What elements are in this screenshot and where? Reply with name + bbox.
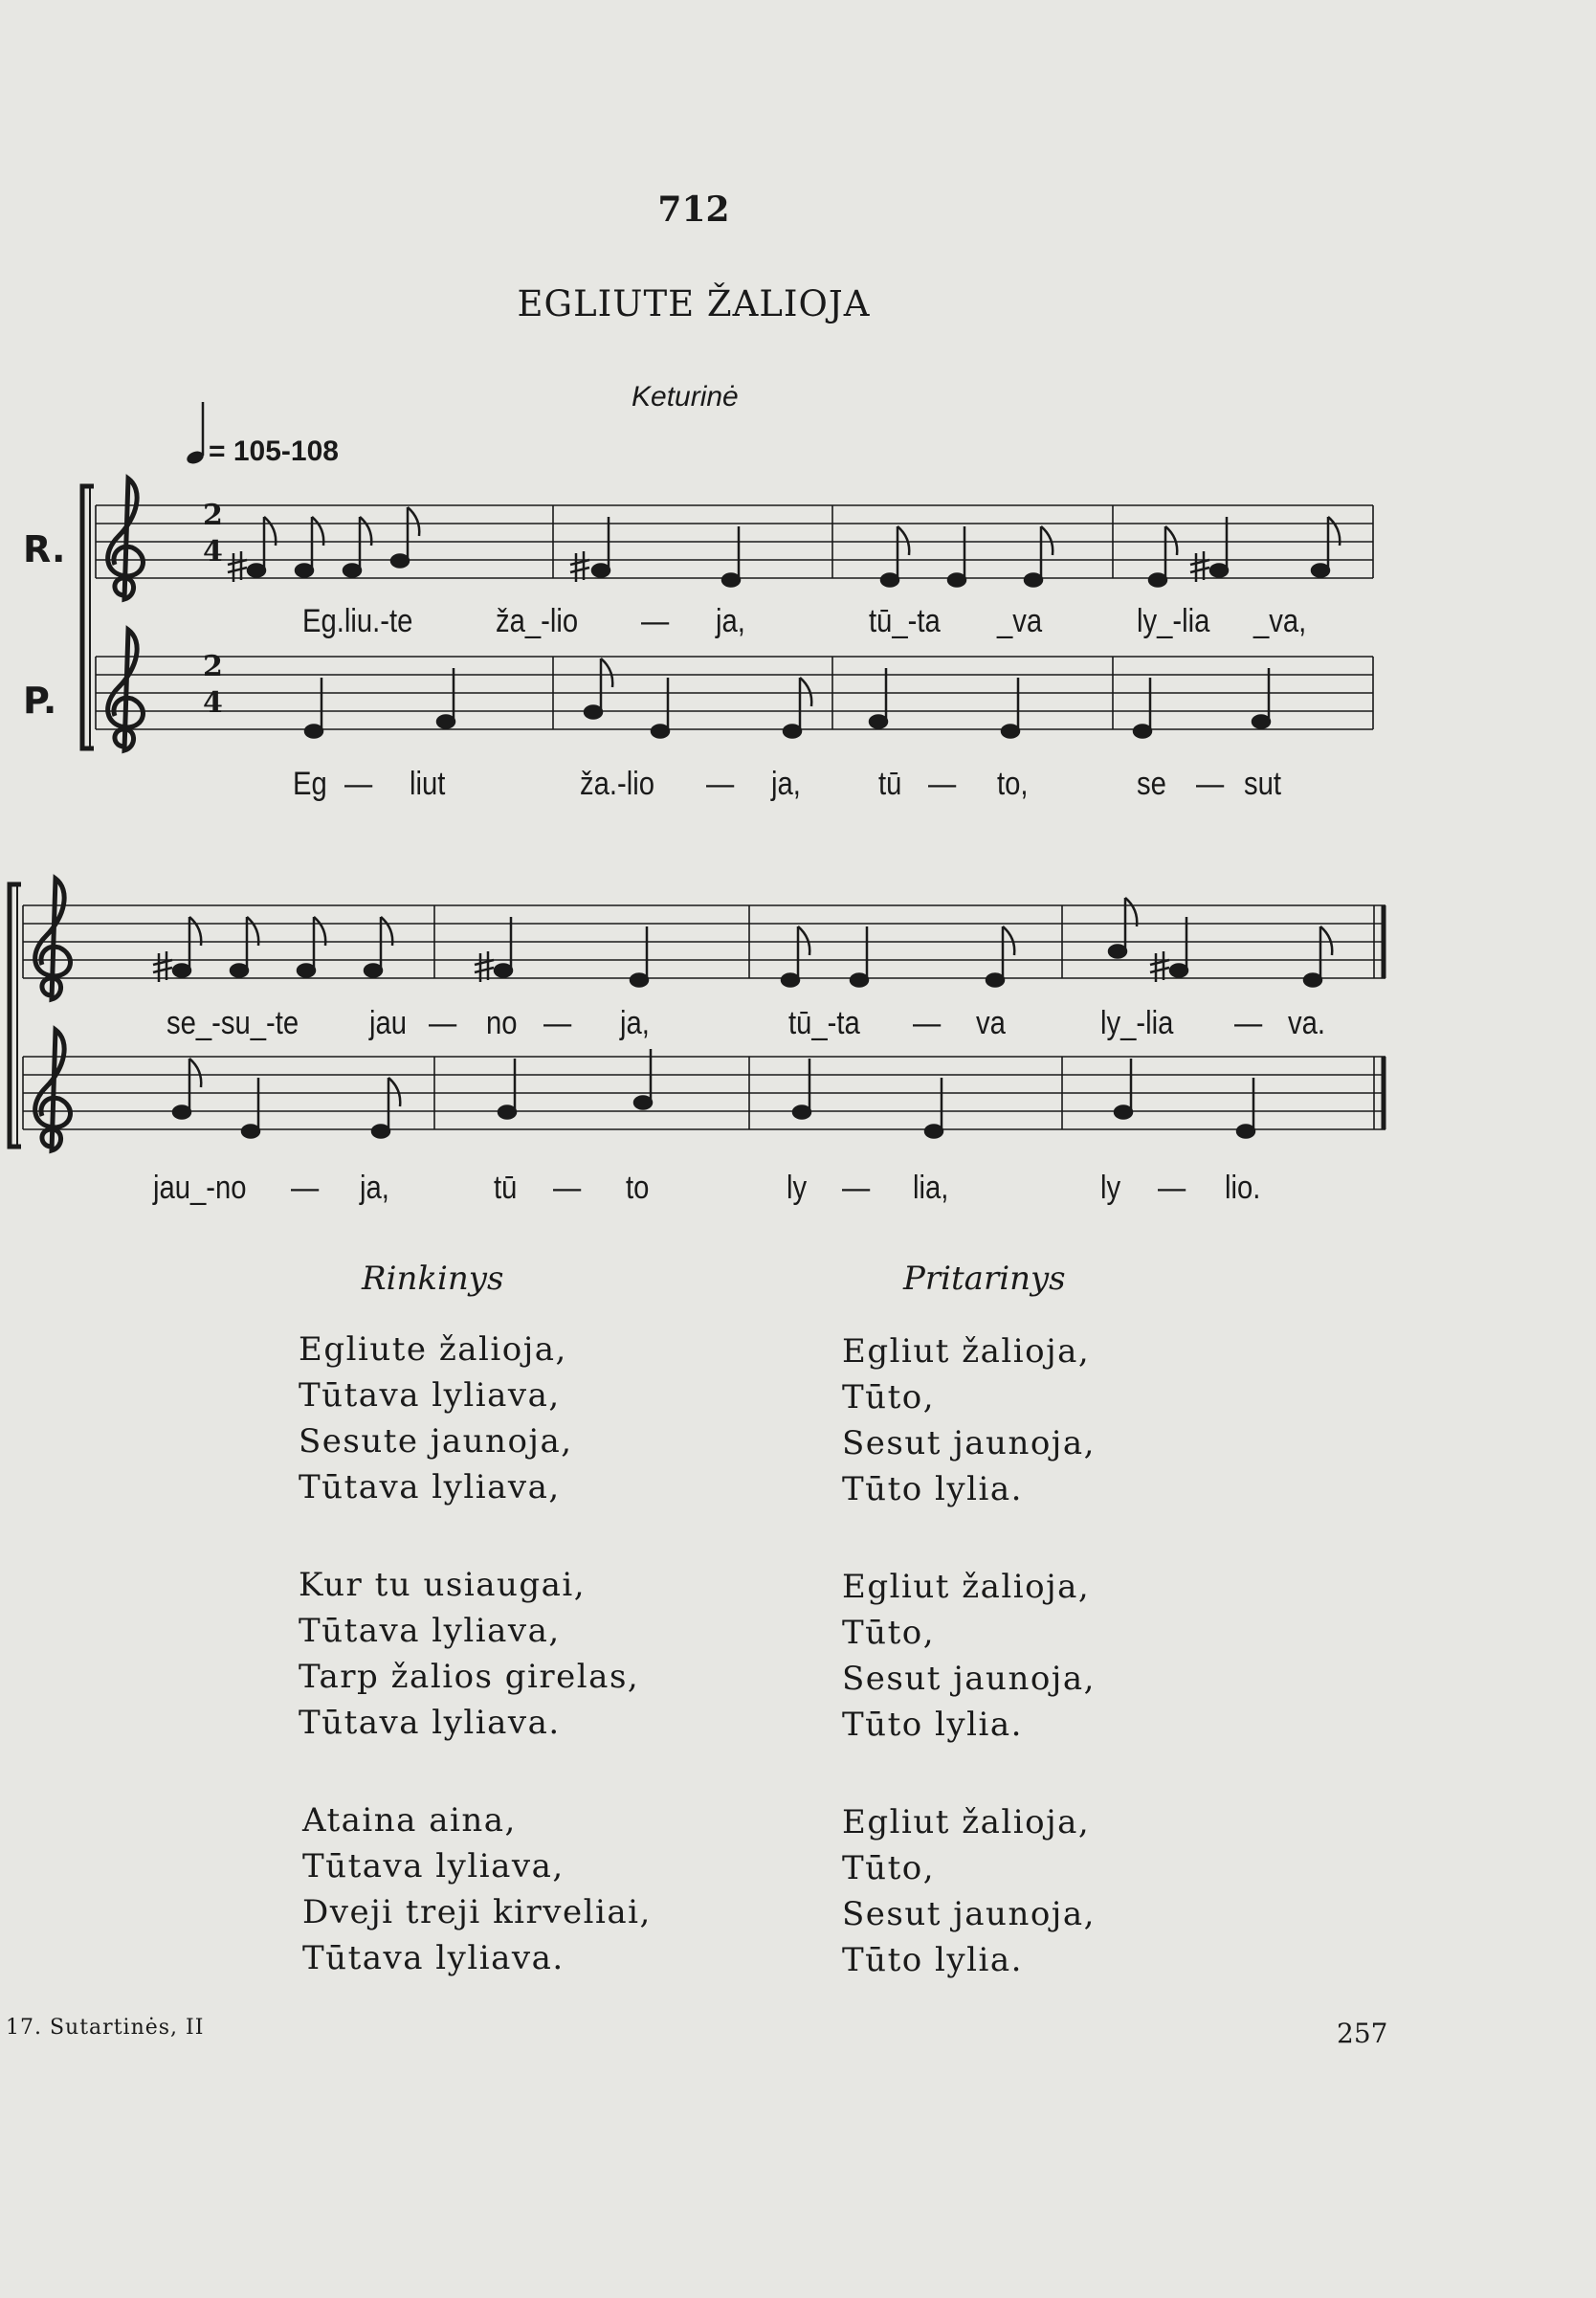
lyric: — <box>928 766 957 802</box>
footer-page-number: 257 <box>1337 2018 1388 2049</box>
treble-clef-icon <box>35 879 71 999</box>
stanza-left-3: Ataina aina, Tūtava lyliava, Dveji treji kirveliai, Tūtava lyliava. <box>302 1801 652 1977</box>
time-signature-r: 2 4 <box>203 499 223 569</box>
lyric: — <box>706 766 735 802</box>
stanza-right-1: Egliut žalioja, Tūto, Sesut jaunoja, Tūto lylia. <box>842 1332 1096 1508</box>
lyric: — <box>429 1005 457 1041</box>
lyric: — <box>291 1170 320 1206</box>
left-column-heading: Rinkinys <box>362 1260 504 1298</box>
right-column-heading: Pritarinys <box>903 1260 1066 1298</box>
lyric: — <box>553 1170 582 1206</box>
stanza-left-1: Egliute žalioja, Tūtava lyliava, Sesute jaunoja, Tūtava lyliava, <box>299 1330 573 1506</box>
lyric: no <box>486 1005 518 1041</box>
lyric: to <box>626 1170 650 1206</box>
tempo-mark: = 105-108 <box>209 435 339 467</box>
lyric: Eg <box>293 766 327 802</box>
lyric: va <box>976 1005 1006 1041</box>
voice-label-r: R. <box>23 528 66 570</box>
lyric: tū <box>494 1170 518 1206</box>
lyric: va. <box>1288 1005 1326 1041</box>
voice-label-p: P. <box>23 680 57 722</box>
lyric: _va, <box>1253 603 1307 639</box>
system2-bracket <box>10 884 21 1147</box>
lyric: tū_-ta <box>869 603 941 639</box>
notes-r-1 <box>248 507 1340 587</box>
stanza-right-2: Egliut žalioja, Tūto, Sesut jaunoja, Tūto lylia. <box>842 1568 1096 1744</box>
lyric: jau <box>369 1005 408 1041</box>
lyric: ly <box>1100 1170 1121 1206</box>
treble-clef-icon <box>108 630 144 750</box>
system1-bracket <box>82 486 94 748</box>
lyric: — <box>543 1005 572 1041</box>
staff-p-2 <box>23 1057 1385 1129</box>
treble-clef-icon <box>35 1030 71 1150</box>
lyric: lia, <box>913 1170 949 1206</box>
song-title: EGLIUTE ŽALIOJA <box>517 283 871 324</box>
lyric: — <box>344 766 373 802</box>
lyric: ja, <box>716 603 745 639</box>
lyric: ly <box>787 1170 808 1206</box>
lyric: — <box>1234 1005 1263 1041</box>
lyric: lio. <box>1225 1170 1261 1206</box>
lyric: tū <box>878 766 902 802</box>
tempo-note <box>185 402 205 466</box>
lyric: se <box>1137 766 1166 802</box>
notes-p-1 <box>305 658 1270 738</box>
lyric: ža_-lio <box>496 603 579 639</box>
lyric: to, <box>997 766 1029 802</box>
lyric: — <box>1158 1170 1186 1206</box>
lyric: ža.-lio <box>580 766 655 802</box>
lyric: jau_-no <box>153 1170 247 1206</box>
song-kind: Keturinė <box>632 381 739 413</box>
lyric: sut <box>1244 766 1282 802</box>
lyric: ly_-lia <box>1100 1005 1174 1041</box>
lyric: liut <box>410 766 446 802</box>
lyric: — <box>842 1170 871 1206</box>
lyric: Eg.liu.-te <box>302 603 413 639</box>
lyric: tū_-ta <box>788 1005 860 1041</box>
staff-r-1 <box>96 505 1373 578</box>
lyric: — <box>1196 766 1225 802</box>
page-number: 712 <box>657 190 730 230</box>
lyric: — <box>913 1005 942 1041</box>
lyric: se_-su_-te <box>166 1005 299 1041</box>
lyric: ja, <box>360 1170 389 1206</box>
footer-source: 17. Sutartinės, II <box>6 2016 205 2040</box>
stanza-left-2: Kur tu usiaugai, Tūtava lyliava, Tarp žalios girelas, Tūtava lyliava. <box>299 1566 640 1742</box>
time-signature-p: 2 4 <box>203 650 223 720</box>
lyric: ja, <box>771 766 801 802</box>
lyric: _va <box>997 603 1043 639</box>
lyric: ja, <box>620 1005 650 1041</box>
lyric: ly_-lia <box>1137 603 1210 639</box>
treble-clef-icon <box>108 479 144 599</box>
staff-p-1 <box>96 657 1373 729</box>
lyric: — <box>641 603 670 639</box>
stanza-right-3: Egliut žalioja, Tūto, Sesut jaunoja, Tūto lylia. <box>842 1803 1096 1979</box>
